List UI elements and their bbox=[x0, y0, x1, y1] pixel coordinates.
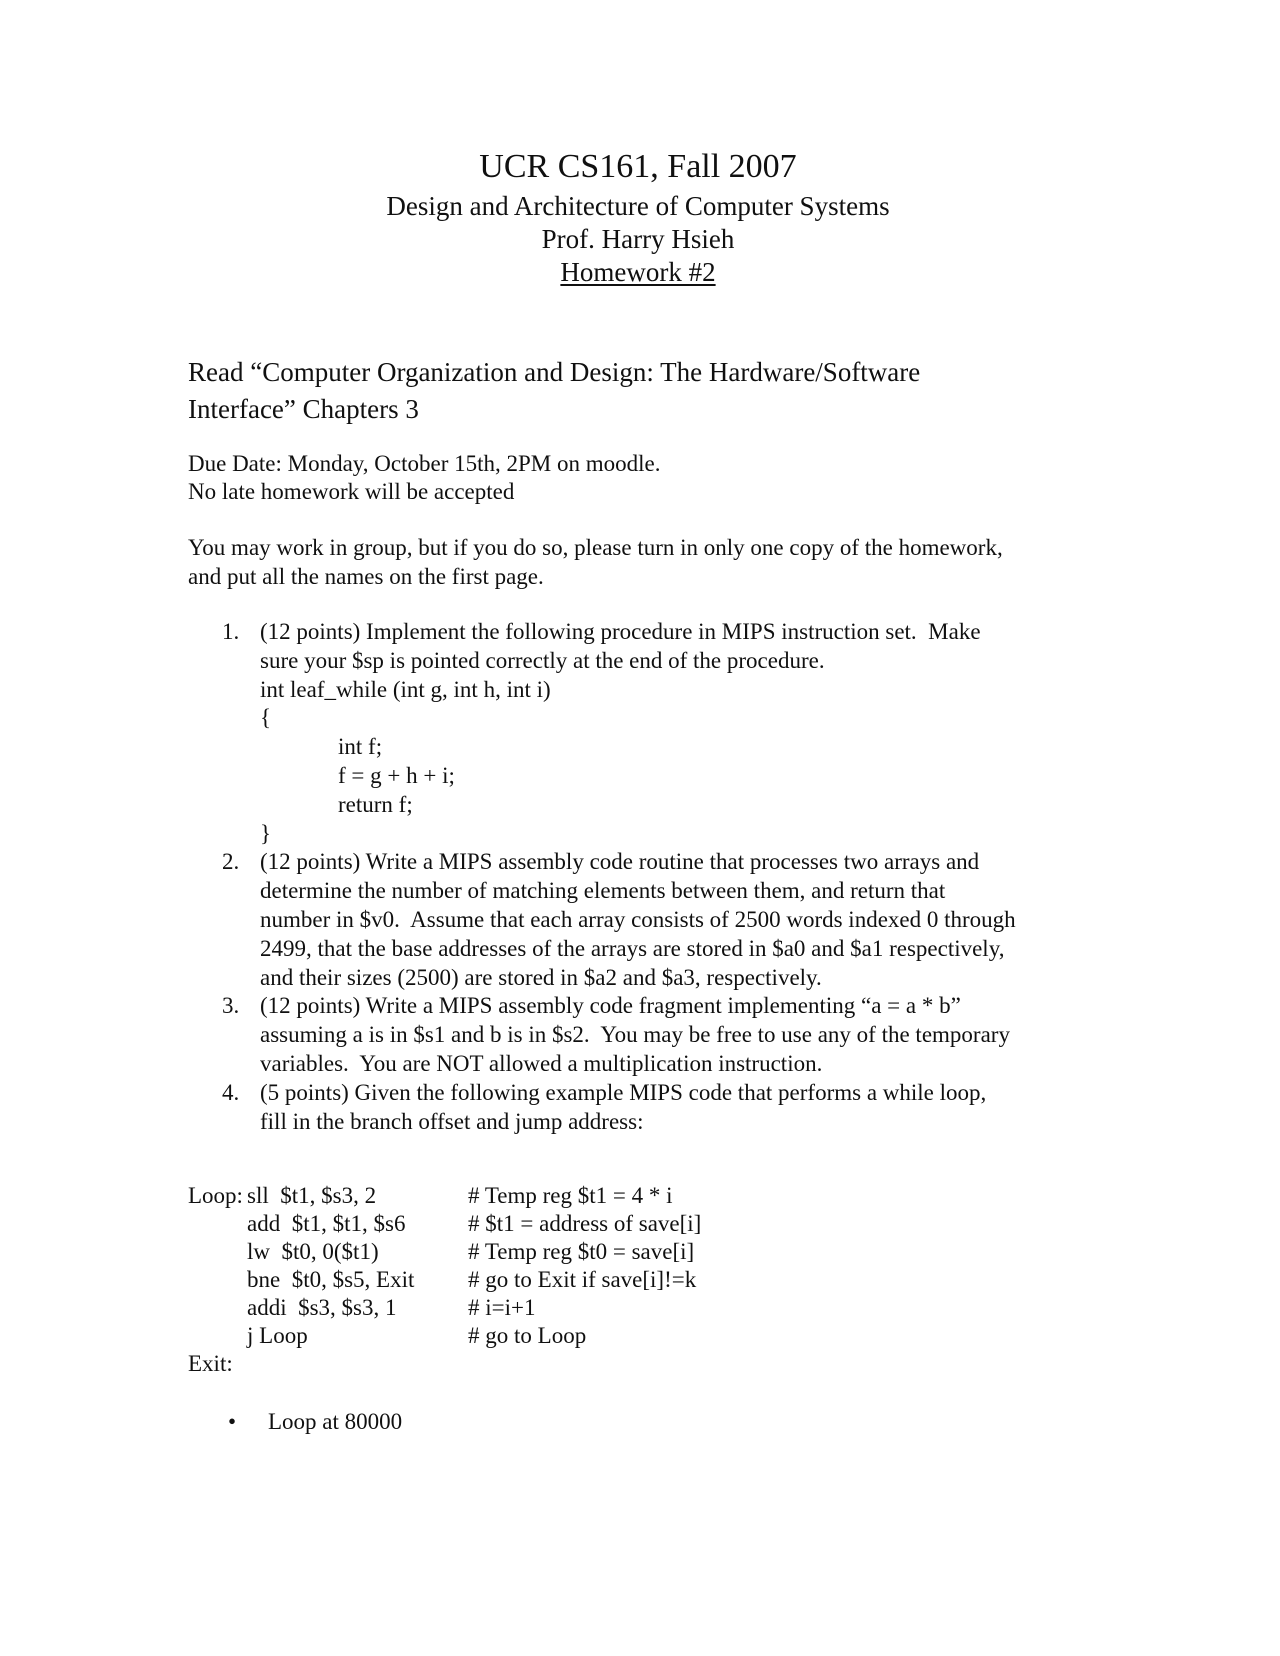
bullet-text: Loop at 80000 bbox=[268, 1409, 403, 1434]
code-row bbox=[188, 1294, 1188, 1322]
mips-code-block bbox=[188, 1182, 1188, 1378]
code-row bbox=[188, 1238, 1188, 1266]
code-instruction: add $t1, $t1, $s6 bbox=[247, 1211, 406, 1236]
header bbox=[186, 144, 1090, 289]
problem-number: 4. bbox=[222, 1079, 240, 1105]
code-comment: # $t1 = address of save[i] bbox=[468, 1211, 702, 1236]
assignment-title-row bbox=[186, 256, 1090, 289]
problem-list bbox=[188, 618, 1188, 1136]
code-comment: # go to Loop bbox=[468, 1323, 587, 1348]
group-policy bbox=[188, 534, 1003, 591]
code-instruction: j Loop bbox=[247, 1323, 308, 1348]
code-row bbox=[188, 1182, 1188, 1210]
problem-line: (12 points) Implement the following procedure in MIPS instruction set. Make bbox=[260, 619, 981, 644]
code-comment: # i=i+1 bbox=[468, 1295, 536, 1320]
group-policy-line: and put all the names on the first page. bbox=[188, 563, 544, 589]
code-instruction: bne $t0, $s5, Exit bbox=[247, 1267, 415, 1292]
problem-number: 2. bbox=[222, 849, 240, 875]
due-date-block bbox=[188, 450, 661, 506]
problem-item-3 bbox=[188, 992, 1188, 1078]
late-policy: No late homework will be accepted bbox=[188, 479, 515, 504]
code-instruction: sll $t1, $s3, 2 bbox=[247, 1183, 377, 1208]
problem-line: variables. You are NOT allowed a multiplication instruction. bbox=[260, 1050, 823, 1076]
reading-line: Interface” Chapters 3 bbox=[188, 394, 419, 424]
code-line: int f; bbox=[338, 734, 383, 760]
problem-line: { bbox=[260, 705, 272, 731]
code-closing-brace: } bbox=[260, 820, 272, 846]
problem-line: (12 points) Write a MIPS assembly code fragment implementing “a = a * b” bbox=[260, 993, 961, 1019]
code-row bbox=[188, 1266, 1188, 1294]
problem-item-2 bbox=[188, 848, 1188, 992]
code-row bbox=[188, 1210, 1188, 1238]
code-line: f = g + h + i; bbox=[338, 762, 455, 788]
problem-line: and their sizes (2500) are stored in $a2 and $a3, respectively. bbox=[260, 964, 822, 990]
problem-line: sure your $sp is pointed correctly at the end of the procedure. bbox=[260, 647, 825, 673]
exit-label: Exit: bbox=[188, 1351, 233, 1376]
code-comment: # Temp reg $t0 = save[i] bbox=[468, 1239, 695, 1264]
problem-line: determine the number of matching elements between them, and return that bbox=[260, 878, 946, 904]
problem-item-1 bbox=[188, 618, 1188, 848]
bullet-marker: • bbox=[228, 1409, 237, 1434]
problem-line: (5 points) Given the following example MIPS code that performs a while loop, bbox=[260, 1079, 987, 1105]
assignment-title: Homework #2 bbox=[560, 257, 716, 287]
code-line: return f; bbox=[338, 791, 413, 817]
problem-line: 2499, that the base addresses of the arrays are stored in $a0 and $a1 respectively, bbox=[260, 935, 1005, 961]
code-comment: # go to Exit if save[i]!=k bbox=[468, 1267, 697, 1292]
problem-item-4 bbox=[188, 1079, 1188, 1137]
reading-instruction bbox=[188, 354, 920, 428]
code-instruction: addi $s3, $s3, 1 bbox=[247, 1295, 397, 1320]
problem-line: assuming a is in $s1 and b is in $s2. You may be free to use any of the temporary bbox=[260, 1022, 1010, 1048]
due-date: Due Date: Monday, October 15th, 2PM on moodle. bbox=[188, 451, 661, 476]
problem-line: (12 points) Write a MIPS assembly code routine that processes two arrays and bbox=[260, 849, 980, 875]
problem-line: int leaf_while (int g, int h, int i) bbox=[260, 676, 551, 702]
problem-line: fill in the branch offset and jump address: bbox=[260, 1108, 644, 1134]
reading-line: Read “Computer Organization and Design: The Hardware/Software bbox=[188, 357, 921, 387]
code-row bbox=[188, 1322, 1188, 1350]
code-comment: # Temp reg $t1 = 4 * i bbox=[468, 1183, 673, 1208]
problem-number: 1. bbox=[222, 619, 240, 644]
group-policy-line: You may work in group, but if you do so, please turn in only one copy of the homework, bbox=[188, 535, 1003, 560]
course-subtitle: Design and Architecture of Computer Systems bbox=[386, 191, 890, 221]
professor-name: Prof. Harry Hsieh bbox=[541, 224, 735, 254]
code-instruction: lw $t0, 0($t1) bbox=[247, 1239, 379, 1264]
loop-label: Loop: bbox=[188, 1183, 243, 1208]
exit-label-row bbox=[188, 1350, 1188, 1378]
course-title: UCR CS161, Fall 2007 bbox=[479, 148, 797, 185]
problem-line: number in $v0. Assume that each array consists of 2500 words indexed 0 through bbox=[260, 906, 1016, 932]
problem-number: 3. bbox=[222, 993, 240, 1019]
